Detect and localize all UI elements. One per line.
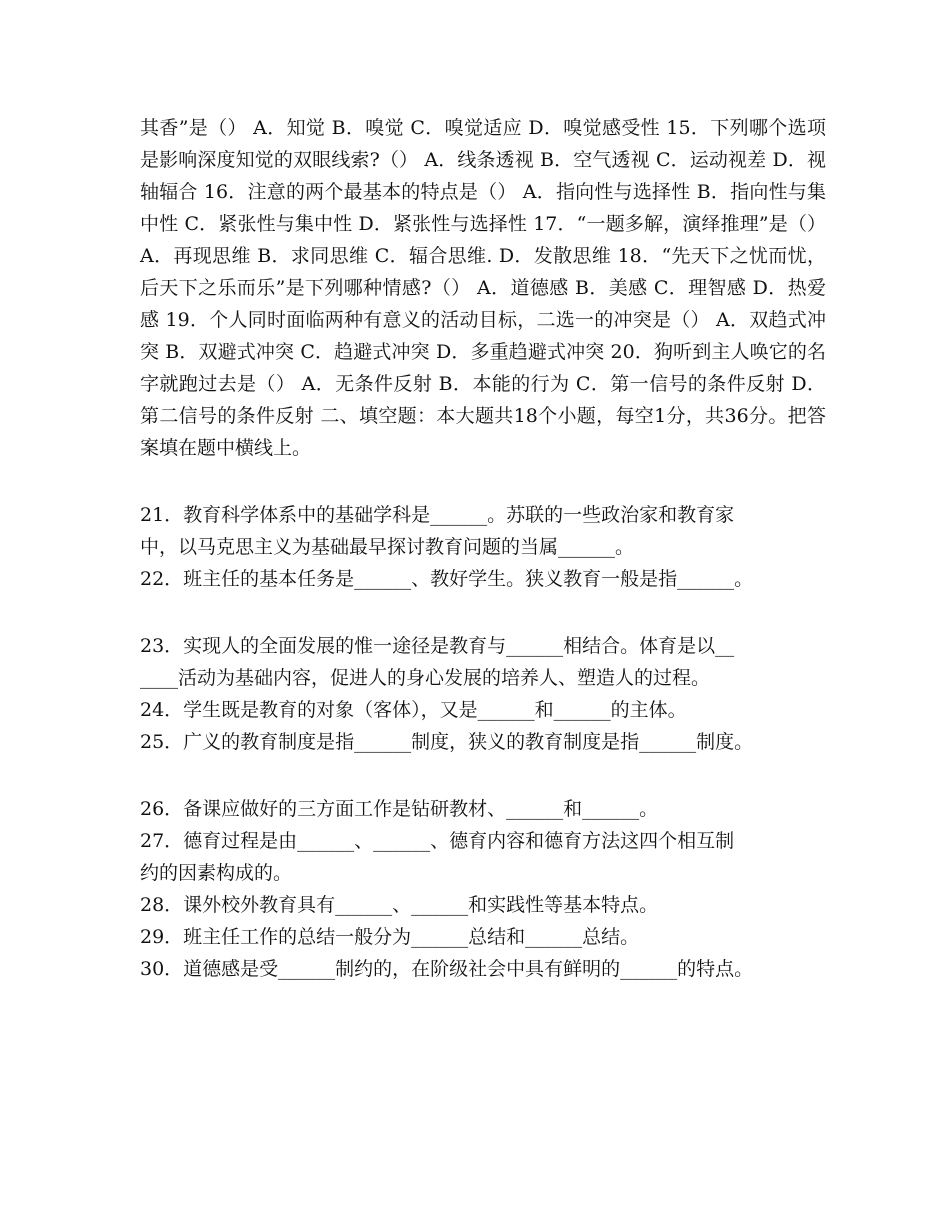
text-line: 约的因素构成的。 [140,862,293,884]
multiple-choice-paragraph: 其香”是（） A．知觉 B．嗅觉 C．嗅觉适应 D．嗅觉感受性 15．下列哪个选项是影响深度知觉的双眼线索?（） A．线条透视 B．空气透视 C．运动视差 D．视轴辐合 16．注意的两个最基本的特点是（） A．指向性与选择性 B．指向性与集中性 C．紧张性与集中性 D．紧张性与选择性 17．“一题多解，演绎推理”是（） A．再现思维 B．求同思维 C．辐合思维. D．发散思维 18．“先天下之忧而忧，后天下之乐而乐”是下列哪种情感?（） A．道德感 B．美感 C．理智感 D．热爱感 19．个人同时面临两种有意义的活动目标，二选一的冲突是（） A．双趋式冲突 B．双避式冲突 C．趋避式冲突 D．多重趋避式冲突 20．狗听到主人唤它的名字就跑过去是（） A．无条件反射 B．本能的行为 C．第一信号的条件反射 D．第二信号的条件反射 二、填空题：本大题共18个小题，每空1分，共36分。把答案填在题中横线上。 [140,117,826,459]
text-line: 21．教育科学体系中的基础学科是______。苏联的一些政治家和教育家 [140,504,735,526]
paragraph-gap [140,464,826,499]
text-line: 28．课外校外教育具有______、______和实践性等基本特点。 [140,894,659,916]
text-line: 25．广义的教育制度是指______制度，狭义的教育制度是指______制度。 [140,731,754,753]
text-line: 22．班主任的基本任务是______、教好学生。狭义教育一般是指______。 [140,568,754,590]
text-line: 30．道德感是受______制约的，在阶级社会中具有鲜明的______的特点。 [140,958,754,980]
fill-blank-block-2 [140,630,826,758]
text-line: ____活动为基础内容，促进人的身心发展的培养人、塑造人的过程。 [140,667,711,689]
text-line: 29．班主任工作的总结一般分为______总结和______总结。 [140,926,640,948]
paragraph-gap [140,595,826,630]
fill-blank-block-1 [140,499,826,595]
fill-blank-block-3 [140,793,826,985]
text-line: 中，以马克思主义为基础最早探讨教育问题的当属______。 [140,536,635,558]
text-line: 27．德育过程是由______、______、德育内容和德育方法这四个相互制 [140,830,735,852]
text-line: 23．实现人的全面发展的惟一途径是教育与______相结合。体育是以__ [140,635,735,657]
paragraph-gap [140,758,826,793]
document-body [140,112,826,985]
text-line: 24．学生既是教育的对象（客体），又是______和______的主体。 [140,699,687,721]
text-line: 26．备课应做好的三方面工作是钻研教材、______和______。 [140,798,659,820]
